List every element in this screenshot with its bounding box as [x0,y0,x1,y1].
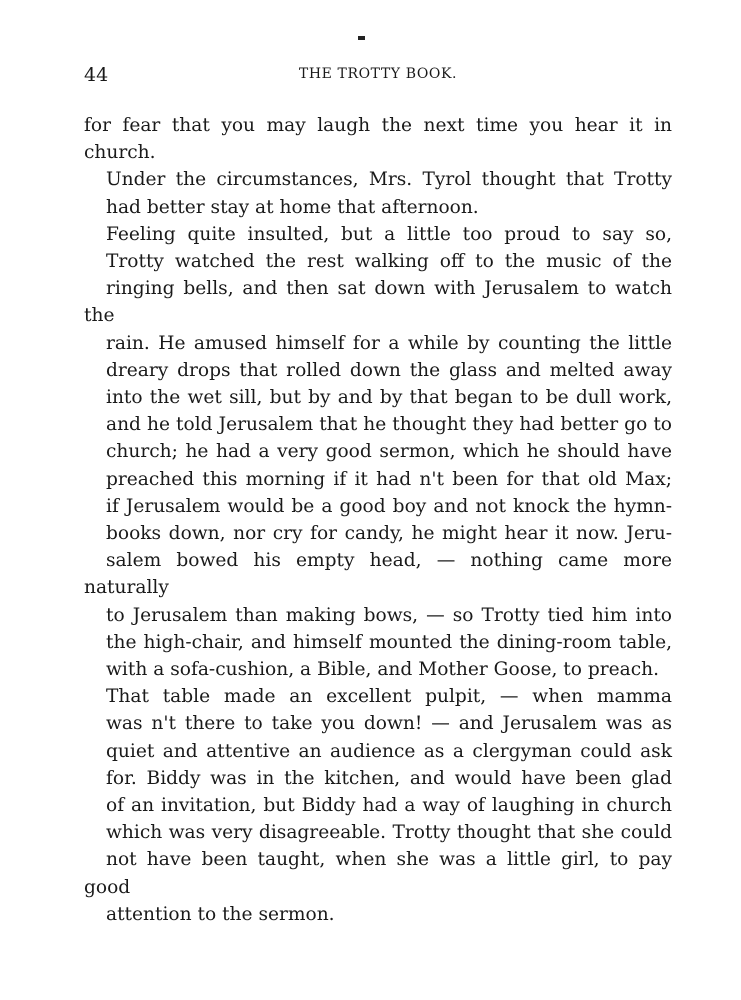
text-line: to Jerusalem than making bows, — so Trotty tied him into [106,604,672,626]
text-line: quiet and attentive an audience as a clergyman could ask [106,740,672,762]
text-line: for fear that you may laugh the next time you hear it in [84,115,672,136]
text-line: not have been taught, when she was a little girl, to pay good [84,849,672,898]
text-line: Under the circumstances, Mrs. Tyrol thought that Trotty [106,169,672,191]
paragraph-1 [84,112,672,166]
page-number: 44 [84,64,109,86]
text-line: rain. He amused himself for a while by counting the little [106,332,672,354]
text-line: into the wet sill, but by and by that began to be dull work, [106,387,672,409]
text-line: preached this morning if it had n't been for that old Max; [106,468,672,490]
text-line: church. [84,142,156,164]
text-line: books down, nor cry for candy, he might hear it now. Jeru- [106,523,672,545]
print-mark [358,36,365,40]
body-text [84,112,672,928]
text-line: with a sofa-cushion, a Bible, and Mother Goose, to preach. [106,659,660,681]
text-line: dreary drops that rolled down the glass and melted away [106,359,672,381]
text-line: had better stay at home that afternoon. [106,196,479,218]
paragraph-4 [84,683,672,928]
text-line: was n't there to take you down! — and Jerusalem was as [106,713,672,735]
text-line: ringing bells, and then sat down with Jerusalem to watch the [84,278,672,327]
paragraph-2 [84,166,672,220]
running-title: THE TROTTY BOOK. [298,66,458,82]
paragraph-3 [84,221,672,683]
text-line: for. Biddy was in the kitchen, and would have been glad [106,767,672,789]
text-line: which was very disagreeable. Trotty thought that she could [106,822,672,844]
text-line: and he told Jerusalem that he thought they had better go to [106,414,672,436]
text-line: That table made an excellent pulpit, — when mamma [106,686,672,708]
text-line: Trotty watched the rest walking off to the music of the [106,251,672,273]
page-header [84,64,672,94]
text-line: church; he had a very good sermon, which he should have [106,441,672,463]
text-line: Feeling quite insulted, but a little too proud to say so, [106,223,672,245]
text-line: attention to the sermon. [106,903,335,925]
text-line: the high-chair, and himself mounted the dining-room table, [106,631,672,653]
text-line: if Jerusalem would be a good boy and not knock the hymn- [106,495,672,517]
text-line: of an invitation, but Biddy had a way of laughing in church [106,795,672,817]
text-line: salem bowed his empty head, — nothing came more naturally [84,550,672,599]
